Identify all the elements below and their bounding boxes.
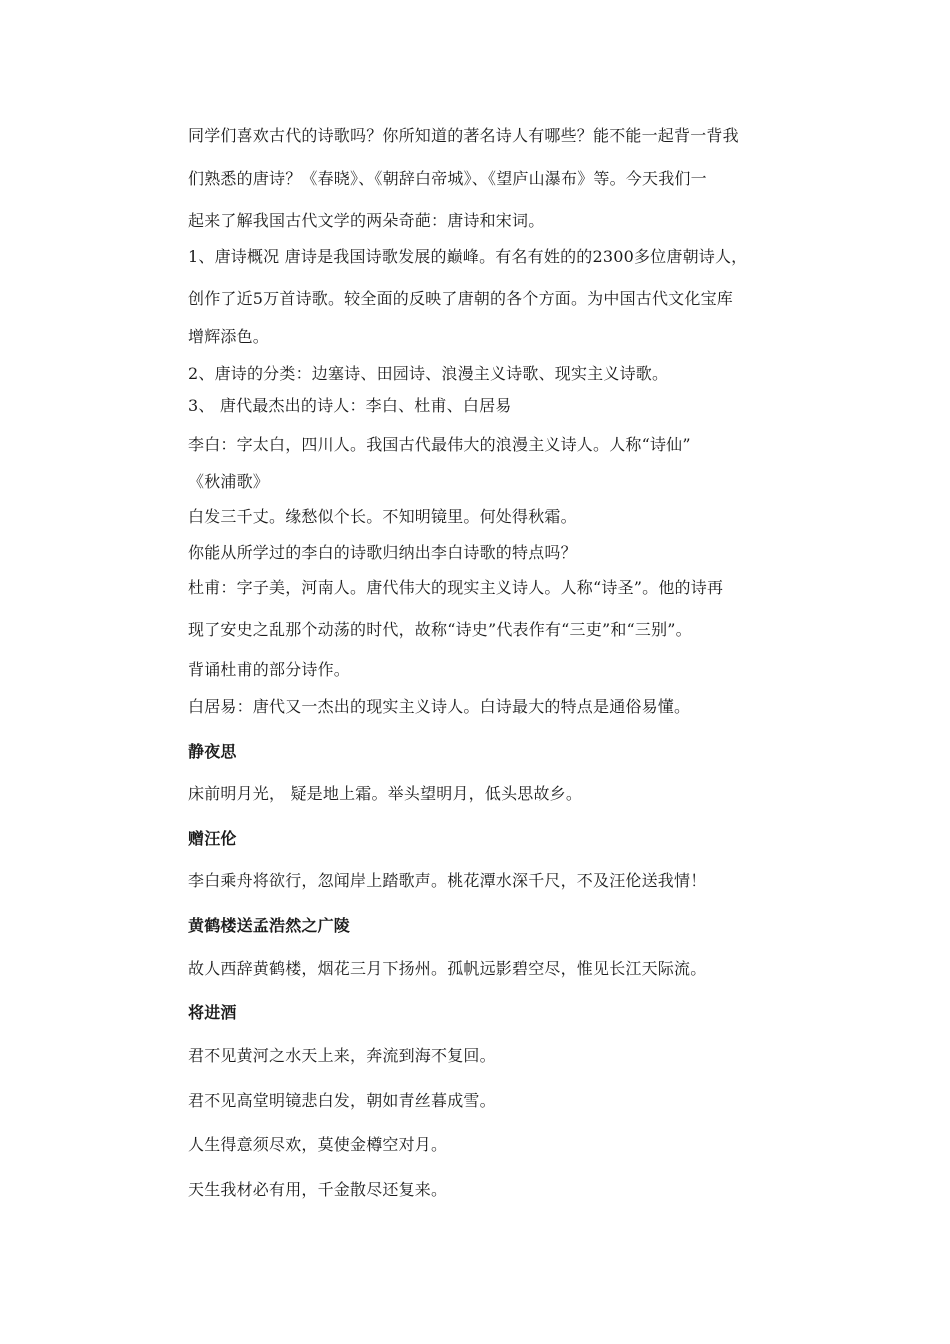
poem-line: 李白乘舟将欲行，忽闻岸上踏歌声。桃花潭水深千尺，不及汪伦送我情！ xyxy=(188,871,707,890)
libai-poem-text: 白发三千丈。缘愁似个长。不知明镜里。何处得秋霜。 xyxy=(188,507,577,526)
poem-line: 君不见黄河之水天上来，奔流到海不复回。 xyxy=(188,1046,496,1065)
section2-line-1: 2、唐诗的分类：边塞诗、田园诗、浪漫主义诗歌、现实主义诗歌。 xyxy=(188,364,669,383)
poem-title: 将进酒 xyxy=(188,1003,237,1022)
section1-line-1: 1、唐诗概况 唐诗是我国诗歌发展的巅峰。有名有姓的的2300多位唐朝诗人， xyxy=(188,247,748,266)
intro-line-2: 们熟悉的唐诗？《春晓》、《朝辞白帝城》、《望庐山瀑布》等。今天我们一 xyxy=(188,169,707,188)
dufu-line-1: 杜甫：字子美，河南人。唐代伟大的现实主义诗人。人称“诗圣”。他的诗再 xyxy=(188,578,724,597)
intro-line-3: 起来了解我国古代文学的两朵奇葩：唐诗和宋词。 xyxy=(188,211,545,230)
poem-line: 天生我材必有用，千金散尽还复来。 xyxy=(188,1180,448,1199)
libai-intro: 李白：字太白，四川人。我国古代最伟大的浪漫主义诗人。人称“诗仙” xyxy=(188,435,691,454)
section1-line-3: 增辉添色。 xyxy=(188,327,270,346)
section1-line-2: 创作了近5万首诗歌。较全面的反映了唐朝的各个方面。为中国古代文化宝库 xyxy=(188,289,733,308)
section3-line-1: 3、 唐代最杰出的诗人：李白、杜甫、白居易 xyxy=(188,396,512,415)
intro-line-1: 同学们喜欢古代的诗歌吗？你所知道的著名诗人有哪些？能不能一起背一背我 xyxy=(188,126,739,145)
libai-poem-title: 《秋浦歌》 xyxy=(188,472,270,491)
poem-line: 人生得意须尽欢，莫使金樽空对月。 xyxy=(188,1135,448,1154)
poem-title: 静夜思 xyxy=(188,742,237,761)
poem-title: 赠汪伦 xyxy=(188,829,237,848)
dufu-line-3: 背诵杜甫的部分诗作。 xyxy=(188,660,351,679)
poem-title: 黄鹤楼送孟浩然之广陵 xyxy=(188,916,351,935)
baijuyi-line-1: 白居易：唐代又一杰出的现实主义诗人。白诗最大的特点是通俗易懂。 xyxy=(188,697,691,716)
poem-line: 故人西辞黄鹤楼，烟花三月下扬州。孤帆远影碧空尽，惟见长江天际流。 xyxy=(188,959,707,978)
poem-line: 床前明月光， 疑是地上霜。举头望明月，低头思故乡。 xyxy=(188,784,583,803)
libai-question: 你能从所学过的李白的诗歌归纳出李白诗歌的特点吗？ xyxy=(188,543,577,562)
dufu-line-2: 现了安史之乱那个动荡的时代，故称“诗史”代表作有“三吏”和“三别”。 xyxy=(188,620,692,639)
poem-line: 君不见高堂明镜悲白发，朝如青丝暮成雪。 xyxy=(188,1091,496,1110)
